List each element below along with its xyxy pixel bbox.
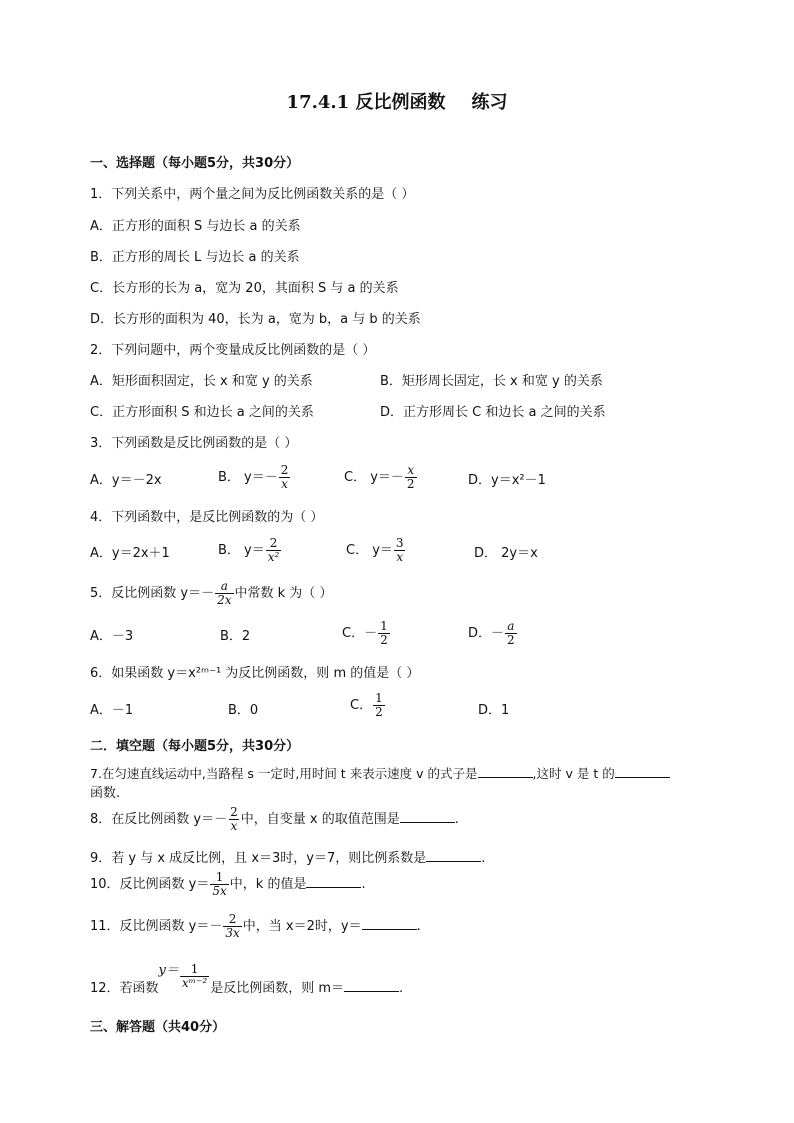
q12-denominator: xᵐ⁻² xyxy=(181,976,208,990)
q7-text-a: 7.在匀速直线运动中,当路程 s 一定时,用时间 t 来表示速度 v 的式子是 xyxy=(90,766,478,781)
q6-c-denominator: 2 xyxy=(375,705,383,719)
q7-blank-2[interactable] xyxy=(615,765,670,778)
q11-stem xyxy=(90,913,421,940)
q1-option-a: A．正方形的面积 S 与边长 a 的关系 xyxy=(90,219,301,234)
q5-suffix: 中常数 k 为（ ） xyxy=(234,586,333,601)
q4-option-b xyxy=(218,537,282,564)
q3-c-denominator: 2 xyxy=(406,477,415,491)
title-main: 17.4.1 反比例函数 xyxy=(286,92,446,113)
q5-d-numerator: a xyxy=(507,619,515,633)
q9-end: . xyxy=(481,851,486,866)
q1-option-d: D．长方形的面积为 40，长为 a，宽为 b，a 与 b 的关系 xyxy=(90,312,421,327)
q10-numerator: 1 xyxy=(215,870,224,884)
q11-denominator: 3x xyxy=(225,926,240,940)
q6-option-c xyxy=(350,692,386,719)
q2-option-d: D．正方形周长 C 和边长 a 之间的关系 xyxy=(380,405,606,420)
q1-option-b: B．正方形的周长 L 与边长 a 的关系 xyxy=(90,250,300,265)
q11-prefix: 11．反比例函数 y＝－ xyxy=(90,919,223,934)
q10-stem xyxy=(90,871,366,898)
q5-c-prefix: C．－ xyxy=(342,626,378,641)
q12-stem xyxy=(90,962,403,998)
q3-option-b xyxy=(218,464,291,491)
q9-text: 9．若 y 与 x 成反比例，且 x＝3时，y＝7，则比例系数是 xyxy=(90,851,427,866)
q8-denominator: x xyxy=(230,819,238,833)
q10-end: . xyxy=(361,877,366,892)
q10-suffix: 中，k 的值是 xyxy=(229,877,307,892)
q10-prefix: 10．反比例函数 y＝ xyxy=(90,877,210,892)
section-choice-heading: 一、选择题（每小题5分，共30分） xyxy=(90,156,300,171)
q12-blank[interactable] xyxy=(344,979,399,992)
q4-c-prefix: C． y＝ xyxy=(346,543,393,558)
q11-numerator: 2 xyxy=(228,912,237,926)
q3-option-a: A．y＝－2x xyxy=(90,473,162,488)
q9-stem xyxy=(90,849,485,868)
q11-fraction xyxy=(223,913,241,940)
q2-option-b: B．矩形周长固定，长 x 和宽 y 的关系 xyxy=(380,374,603,389)
q1-option-c: C．长方形的长为 a，宽为 20，其面积 S 与 a 的关系 xyxy=(90,281,399,296)
q8-numerator: 2 xyxy=(230,805,238,819)
section-fill-heading: 二．填空题（每小题5分，共30分） xyxy=(90,739,300,754)
q3-b-denominator: x xyxy=(281,477,288,491)
q7-line1 xyxy=(90,765,670,783)
q9-blank[interactable] xyxy=(426,849,481,862)
q4-stem: 4．下列函数中，是反比例函数的为（ ） xyxy=(90,510,324,525)
q6-c-fraction xyxy=(373,692,385,719)
q5-fraction xyxy=(215,580,233,607)
q6-option-a: A．－1 xyxy=(90,703,134,718)
q3-b-prefix: B． y＝－ xyxy=(218,470,278,485)
q6-stem: 6．如果函数 y＝x²ᵐ⁻¹ 为反比例函数，则 m 的值是（ ） xyxy=(90,666,420,681)
q2-option-c: C．正方形面积 S 和边长 a 之间的关系 xyxy=(90,405,314,420)
q3-b-numerator: 2 xyxy=(280,463,289,477)
q4-option-c xyxy=(346,537,407,564)
q8-end: . xyxy=(454,812,459,827)
q11-suffix: 中，当 x＝2时，y＝ xyxy=(242,919,362,934)
q4-c-fraction xyxy=(394,537,406,564)
q3-stem: 3．下列函数是反比例函数的是（ ） xyxy=(90,436,298,451)
q8-stem xyxy=(90,806,459,833)
q11-blank[interactable] xyxy=(362,917,417,930)
q5-option-d xyxy=(468,620,518,647)
q10-blank[interactable] xyxy=(306,875,361,888)
q8-prefix: 8．在反比例函数 y＝－ xyxy=(90,812,228,827)
q6-c-numerator: 1 xyxy=(375,691,383,705)
q5-c-denominator: 2 xyxy=(380,633,388,647)
q10-denominator: 5x xyxy=(212,884,227,898)
q3-c-fraction xyxy=(405,464,417,491)
q12-prefix: 12．若函数 xyxy=(90,981,159,996)
q7-blank-1[interactable] xyxy=(478,765,533,778)
q12-end: . xyxy=(398,981,404,996)
q5-c-fraction xyxy=(378,620,390,647)
q5-d-denominator: 2 xyxy=(507,633,515,647)
q4-b-prefix: B． y＝ xyxy=(218,543,265,558)
q3-c-numerator: x xyxy=(407,463,415,477)
q3-option-d: D．y＝x²－1 xyxy=(468,473,546,488)
q4-option-d: D． 2y＝x xyxy=(474,546,538,561)
q6-option-b: B．0 xyxy=(228,703,259,718)
q4-c-numerator: 3 xyxy=(395,536,404,550)
q6-option-d: D．1 xyxy=(478,703,510,718)
q3-b-fraction xyxy=(279,464,291,491)
page-title xyxy=(0,88,794,114)
q11-end: . xyxy=(416,919,421,934)
q3-option-c xyxy=(344,464,418,491)
q4-b-fraction xyxy=(266,537,282,564)
q4-b-denominator: x² xyxy=(267,550,280,564)
q7-line2: 函数. xyxy=(90,786,121,801)
q12-equation-lhs: y＝ xyxy=(158,963,179,978)
q1-stem: 1．下列关系中，两个量之间为反比例函数关系的是（ ） xyxy=(90,187,415,202)
q4-b-numerator: 2 xyxy=(269,536,278,550)
q5-denominator: 2x xyxy=(217,593,232,607)
q10-fraction xyxy=(210,871,228,898)
q8-blank[interactable] xyxy=(400,810,455,823)
q2-option-a: A．矩形面积固定，长 x 和宽 y 的关系 xyxy=(90,374,313,389)
q2-stem: 2．下列问题中，两个变量成反比例函数的是（ ） xyxy=(90,343,376,358)
q8-suffix: 中，自变量 x 的取值范围是 xyxy=(240,812,400,827)
q12-numerator: 1 xyxy=(190,962,199,976)
q12-suffix: 是反比例函数，则 m＝ xyxy=(210,981,344,996)
q5-option-b: B．2 xyxy=(220,629,251,644)
q5-option-c xyxy=(342,620,391,647)
q4-c-denominator: x xyxy=(396,550,404,564)
q12-fraction xyxy=(180,963,209,990)
section-solve-heading: 三、解答题（共40分） xyxy=(90,1020,226,1035)
q5-stem xyxy=(90,580,332,607)
q4-option-a: A．y＝2x＋1 xyxy=(90,546,170,561)
q5-d-fraction xyxy=(505,620,517,647)
q5-option-a: A．－3 xyxy=(90,629,134,644)
q8-fraction xyxy=(228,806,240,833)
q5-d-prefix: D．－ xyxy=(468,626,505,641)
q7-text-b: ,这时 v 是 t 的 xyxy=(532,766,615,781)
title-sub: 练习 xyxy=(471,92,508,113)
q3-c-prefix: C． y＝－ xyxy=(344,470,404,485)
q5-numerator: a xyxy=(220,579,228,593)
q6-c-prefix: C． xyxy=(350,698,373,713)
q5-prefix: 5．反比例函数 y＝－ xyxy=(90,586,215,601)
q5-c-numerator: 1 xyxy=(380,619,388,633)
